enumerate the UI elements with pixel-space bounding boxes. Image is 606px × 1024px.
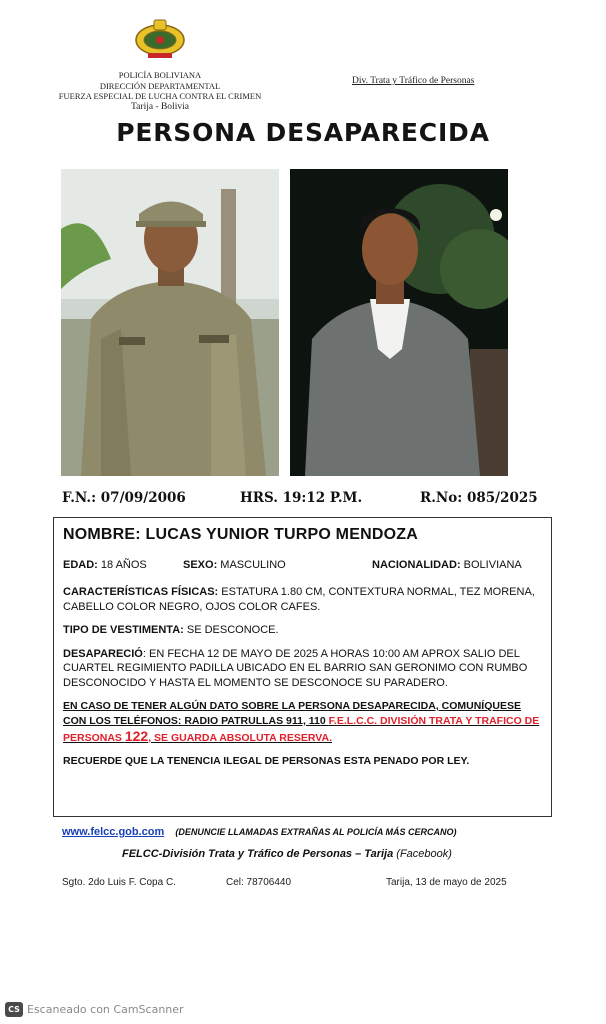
footer-web-line (62, 826, 457, 838)
clothing-value: SE DESCONOCE. (183, 624, 279, 636)
age-field (63, 559, 183, 571)
facebook-tag: (Facebook) (393, 848, 452, 860)
nationality-value: BOLIVIANA (460, 559, 522, 571)
person-name: NOMBRE: LUCAS YUNIOR TURPO MENDOZA (63, 526, 418, 543)
details-card (53, 517, 552, 817)
basic-info-row (63, 559, 542, 571)
law-notice: RECUERDE QUE LA TENENCIA ILEGAL DE PERSONAS ESTA PENADO POR LEY. (63, 755, 470, 767)
nationality-label: NACIONALIDAD: (372, 559, 461, 571)
contact-alert (63, 699, 542, 746)
sex-value: MASCULINO (217, 559, 286, 571)
issue-date: Tarija, 13 de mayo de 2025 (386, 877, 507, 888)
institution-line-1: POLICÍA BOLIVIANA (118, 70, 202, 80)
institution-header (40, 18, 280, 112)
division-name: FELCC-División Trata y Tráfico de Personas – Tarija (122, 848, 394, 860)
footer-division-line (122, 848, 452, 860)
institution-line-3: FUERZA ESPECIAL DE LUCHA CONTRA EL CRIMEN (58, 91, 262, 101)
nationality-field (372, 559, 522, 571)
scanner-text: Escaneado con CamScanner (27, 1003, 184, 1016)
police-emblem-icon (133, 18, 187, 62)
physical-traits-value: ESTATURA 1.80 CM, CONTEXTURA NORMAL, TEZ MORENA, CABELLO COLOR NEGRO, OJOS COLOR CAFES. (63, 586, 535, 613)
photo-civilian (290, 169, 508, 476)
officer-name: Sgto. 2do Luis F. Copa C. (62, 877, 176, 888)
photo-uniform (61, 169, 279, 476)
warning-note: (DENUNCIE LLAMADAS EXTRAÑAS AL POLICÍA MÁS CERCANO) (175, 827, 457, 837)
contact-alert-number: 122 (124, 728, 149, 744)
clothing-label: TIPO DE VESTIMENTA: (63, 624, 184, 636)
scanner-watermark (5, 1002, 184, 1017)
physical-traits-label: CARACTERÍSTICAS FÍSICAS: (63, 586, 219, 598)
disappearance-value: : EN FECHA 12 DE MAYO DE 2025 A HORAS 10:00 AM APROX SALIO DEL CUARTEL REGIMIENTO PADILLA UBICADO EN EL BARRIO SAN GERONIMO CON RUMBO DESCONOCIDO Y HASTA EL MOMENTO SE DESCONOCE SU PARADERO. (63, 647, 528, 689)
age-value: 18 AÑOS (97, 559, 147, 571)
camscanner-icon: CS (5, 1002, 23, 1017)
report-time: HRS. 19:12 P.M. (240, 490, 363, 506)
officer-phone: Cel: 78706440 (226, 877, 292, 888)
age-label: EDAD: (63, 559, 98, 571)
birth-date: F.N.: 07/09/2006 (62, 490, 186, 506)
disappearance-label: DESAPARECIÓ (63, 647, 143, 660)
contact-alert-division: F.E.L.C.C. DIVISIÓN TRATA Y TRAFICO DE PERSONAS (63, 715, 540, 744)
sex-field (183, 559, 372, 571)
page-title: PERSONA DESAPARECIDA (116, 118, 490, 147)
clothing (63, 623, 542, 638)
sex-label: SEXO: (183, 559, 218, 571)
disappearance (63, 647, 542, 691)
institution-line-2: DIRECCIÓN DEPARTAMENTAL (99, 80, 221, 91)
report-number: R.No: 085/2025 (420, 490, 538, 506)
physical-traits (63, 585, 542, 614)
contact-alert-text: EN CASO DE TENER ALGÚN DATO SOBRE LA PERSONA DESAPARECIDA, COMUNÍQUESE CON LOS TELÉFONOS: RADIO PATRULLAS 911, 110 (63, 700, 521, 727)
website-link[interactable]: www.felcc.gob.com (62, 826, 165, 838)
division-heading: Div. Trata y Tráfico de Personas (352, 76, 475, 86)
institution-city: Tarija - Bolivia (131, 101, 189, 112)
contact-alert-reserve: , SE GUARDA ABSOLUTA RESERVA. (148, 732, 332, 744)
